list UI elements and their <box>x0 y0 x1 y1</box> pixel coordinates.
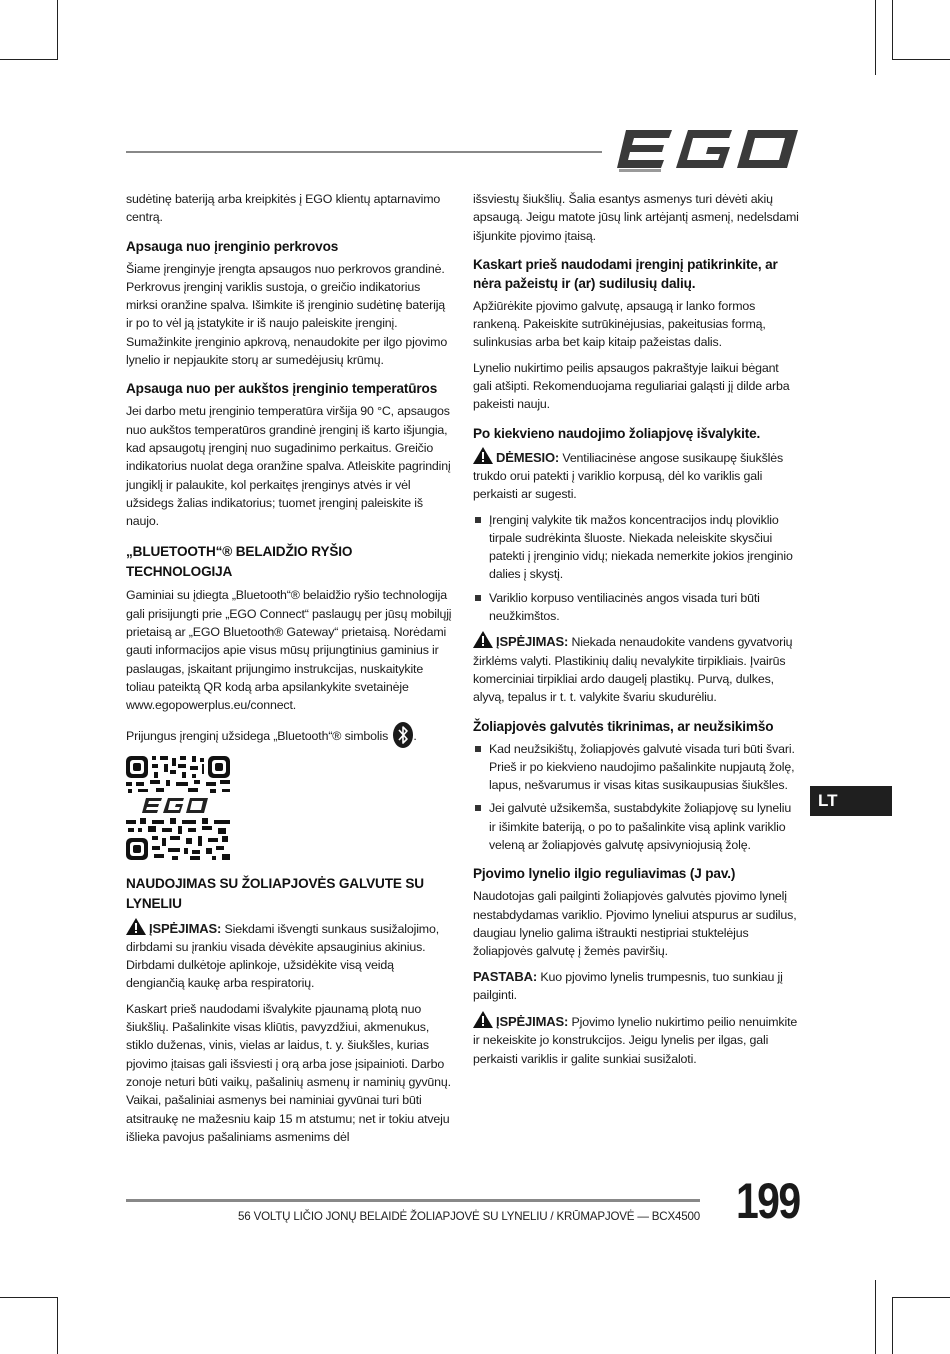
list-item: Jei galvutė užsikemša, sustabdykite žoliapjovę su lyneliu ir išimkite bateriją, o po to pašalinkite visą aplink variklio veleną ar žoliapjovės galvutę apsivyniojusią žolę. <box>473 799 800 854</box>
temperature-heading: Apsauga nuo per aukštos įrenginio temperatūros <box>126 381 438 397</box>
bluetooth-heading: „BLUETOOTH“® BELAIDŽIO RYŠIO TECHNOLOGIJA <box>126 544 353 580</box>
cleaning-list <box>473 511 800 626</box>
line-length-warning <box>473 1011 800 1068</box>
crop-mark <box>892 59 950 60</box>
language-tab: LT <box>810 786 892 816</box>
inspect-paragraph-1: Apžiūrėkite pjovimo galvutę, apsaugą ir lanko formos rankeną. Pakeiskite sutrūkinėjusias, pakeitusias formą, sulinkusias arba bet kaip kitaip pažeistas dalis. <box>473 298 766 350</box>
note-paragraph <box>473 968 800 1005</box>
warning-label: ĮSPĖJIMAS: <box>496 634 569 650</box>
crop-mark <box>892 1297 893 1354</box>
inspect-heading: Kaskart prieš naudodami įrenginį patikrinkite, ar nėra pažeistų ir (ar) sudilusių dalių. <box>473 256 778 291</box>
warning-text: Pjovimo lynelio nukirtimo peilio nenuimkite ir nekeiskite jo konstrukcijos. Jeigu lynelis per ilgas, gali perkaisti variklis ir galite sunkiai susižaloti. <box>473 1015 798 1066</box>
head-check-heading: Žoliapjovės galvutės tikrinimas, ar neužsikimšo <box>473 718 774 734</box>
qr-code <box>126 756 230 860</box>
temperature-paragraph: Jei darbo metu įrenginio temperatūra viršija 90 °C, apsaugos nuo aukštos temperatūros grandinė įrenginį iš karto išjungia, kad apsaugotų įrenginį nuo sugadinimo perkaitus. Greičio indikatorius nuolat dega oranžine spalva. Atleiskite pagrindinį jungiklį ir palaukite, kol perkaitęs įrenginys atvės ir vėl užsidegs žalias indikatorius; tuomet įrenginį paleiskite iš naujo. <box>126 404 451 529</box>
crop-mark <box>892 1297 950 1298</box>
qr-code-graphic <box>126 756 230 860</box>
attention-note <box>473 447 800 504</box>
list-item: Įrenginį valykite tik mažos koncentracijos indų ploviklio tirpale sudrėkinta šluoste. Niekada neleiskite skysčiui patekti į įrenginio vidų; niekada nemerkite jokios įrenginio dalies į skystį. <box>473 511 800 584</box>
warning-label: ĮSPĖJIMAS: <box>496 1014 569 1030</box>
note-label: PASTABA: <box>473 968 538 984</box>
footer-rule <box>126 1199 700 1202</box>
bluetooth-symbol-end: . <box>413 728 417 743</box>
note-text: Kuo pjovimo lynelis trumpesnis, tuo sunkiau jį pailginti. <box>473 969 783 1002</box>
attention-label: DĖMESIO: <box>496 449 560 465</box>
crop-mark <box>57 1297 58 1354</box>
bluetooth-icon <box>393 722 413 748</box>
qr-logo-text: EGO <box>126 755 128 757</box>
crop-mark <box>875 1280 876 1354</box>
bluetooth-symbol-text: Prijungus įrenginį užsidega „Bluetooth“® simbolis <box>126 728 389 743</box>
overload-paragraph: Šiame įrenginyje įrengta apsaugos nuo perkrovos grandinė. Perkrovus įrenginį variklis sustoja, o greičio indikatorius mirksi oranžine spalva. Išimkite iš įrenginio sudėtinę bateriją ir po to vėl ją įstatykite ir iš naujo paleiskite įrenginį. Sumažinkite įrenginio apkrovą, nenaudokite per ilgo pjovimo lynelio ir nepjaukite storų ar sumedėjusių krūmų. <box>126 261 448 368</box>
use-heading: NAUDOJIMAS SU ŽOLIAPJOVĖS GALVUTE SU LYNELIU <box>126 875 424 911</box>
page-number: 199 <box>736 1173 800 1229</box>
crop-mark <box>57 0 58 60</box>
warning-text: Niekada nenaudokite vandens gyvatvorių žirklėms valyti. Plastikinių dalių nevalykite tirpikliais. Įvairūs komerciniai tirpikliai ardo daugelį plastikų. Purvą, dulkes, alyvą, tepalus ir t. t. valykite švariu skudurėliu. <box>473 635 793 705</box>
left-column <box>126 190 453 1153</box>
warning-label: ĮSPĖJIMAS: <box>149 920 222 936</box>
attention-text: Ventiliacinėse angose susikaupę šiukšlės trukdo orui patekti į variklio korpusą, dėl ko variklis gali perkaisti ar sugesti. <box>473 450 784 502</box>
head-check-list <box>473 740 800 855</box>
warning-icon <box>126 918 146 935</box>
list-item: Variklio korpuso ventiliacinės angos visada turi būti neužkimštos. <box>473 589 800 626</box>
crop-mark <box>0 59 58 60</box>
inspect-paragraph-2: Lynelio nukirtimo peilis apsaugos pakraštyje laikui bėgant gali atšipti. Rekomenduojama reguliariai galąsti jį dilde arba pakeisti nauju. <box>473 360 790 412</box>
intro-paragraph: sudėtinę bateriją arba kreipkitės į EGO klientų aptarnavimo centrą. <box>126 192 441 225</box>
right-column <box>473 190 800 1075</box>
overload-heading: Apsauga nuo įrenginio perkrovos <box>126 238 339 254</box>
line-length-heading: Pjovimo lynelio ilgio reguliavimas (J pav.) <box>473 866 736 882</box>
ego-logo <box>616 128 800 172</box>
clean-area-paragraph: Kaskart prieš naudodami išvalykite pjaunamą plotą nuo šiukšlių. Pašalinkite visas kliūtis, pavyzdžiui, akmenukus, stiklo duženas, vinis, vielas ar laidus, t. y. šiukšles, kurias pjovimo įtaisas gali išsviesti į orą arba jose įsipainioti. Darbo zonoje neturi būti vaikų, pašalinių asmenų ir naminių gyvūnų. Vaikai, pašaliniai asmenys bei naminiai gyvūnai turi būti atsitraukę ne mažesniu kaip 15 m atstumu; net ir tokiu atveju išlieka pavojus pašaliniams asmenims dėl <box>126 1001 451 1144</box>
bluetooth-symbol-paragraph <box>126 722 453 748</box>
warning-icon <box>473 1011 493 1028</box>
header-rule <box>126 151 602 153</box>
warning-icon <box>473 631 493 648</box>
line-length-paragraph: Naudotojas gali pailginti žoliapjovės galvutės pjovimo lynelį nestabdydamas variklio. Pjovimo lyneliui atspurus ar sudilus, daugiau lynelio galima ištraukti nestipriai stuktelėjus žoliapjovės galvutę į žemės paviršių. <box>473 889 797 959</box>
list-item: Kad neužsikištų, žoliapjovės galvutė visada turi būti švari. Prieš ir po kiekvieno naudojimo pašalinkite nupjautą žolę, lapus, nešvarumus ir visas kitas susikaupusias šiukšles. <box>473 740 800 795</box>
warning-text: Siekdami išvengti sunkaus susižalojimo, dirbdami su įrankiu visada dėvėkite apsauginius akinius. Dirbdami dulkėtoje aplinkoje, užsidėkite visą veidą dengiančią kaukę arba respiratorių. <box>126 921 440 991</box>
crop-mark <box>875 0 876 75</box>
crop-mark <box>892 0 893 60</box>
warning-icon <box>473 447 493 464</box>
footer-text: 56 VOLTŲ LIČIO JONŲ BELAIDĖ ŽOLIAPJOVĖ SU LYNELIU / KRŪMAPJOVĖ — BCX4500 <box>238 1210 700 1223</box>
cleaning-warning <box>473 631 800 706</box>
bluetooth-paragraph: Gaminiai su įdiegta „Bluetooth“® belaidžio ryšio technologija gali prisijungti prie „EGO Connect“ paslaugų per jūsų mobilųjį prietaisą ar „EGO Bluetooth® Gateway“ prietaisą. Norėdami gauti informacijos apie visus mūsų prijungtinius gaminius ir paslaugas, įskaitant prijungimo instrukcijas, nuskaitykite toliau pateiktą QR kodą arba apsilankykite svetainėje www.egopowerplus.eu/connect. <box>126 588 452 713</box>
crop-mark <box>0 1297 58 1298</box>
use-warning <box>126 918 453 993</box>
continued-paragraph: išsviestų šiukšlių. Šalia esantys asmenys turi dėvėti akių apsaugą. Jeigu matote jūsų link artėjantį asmenį, nedelsdami išjunkite pjovimo įtaisą. <box>473 192 799 243</box>
after-use-heading: Po kiekvieno naudojimo žoliapjovę išvalykite. <box>473 425 761 441</box>
